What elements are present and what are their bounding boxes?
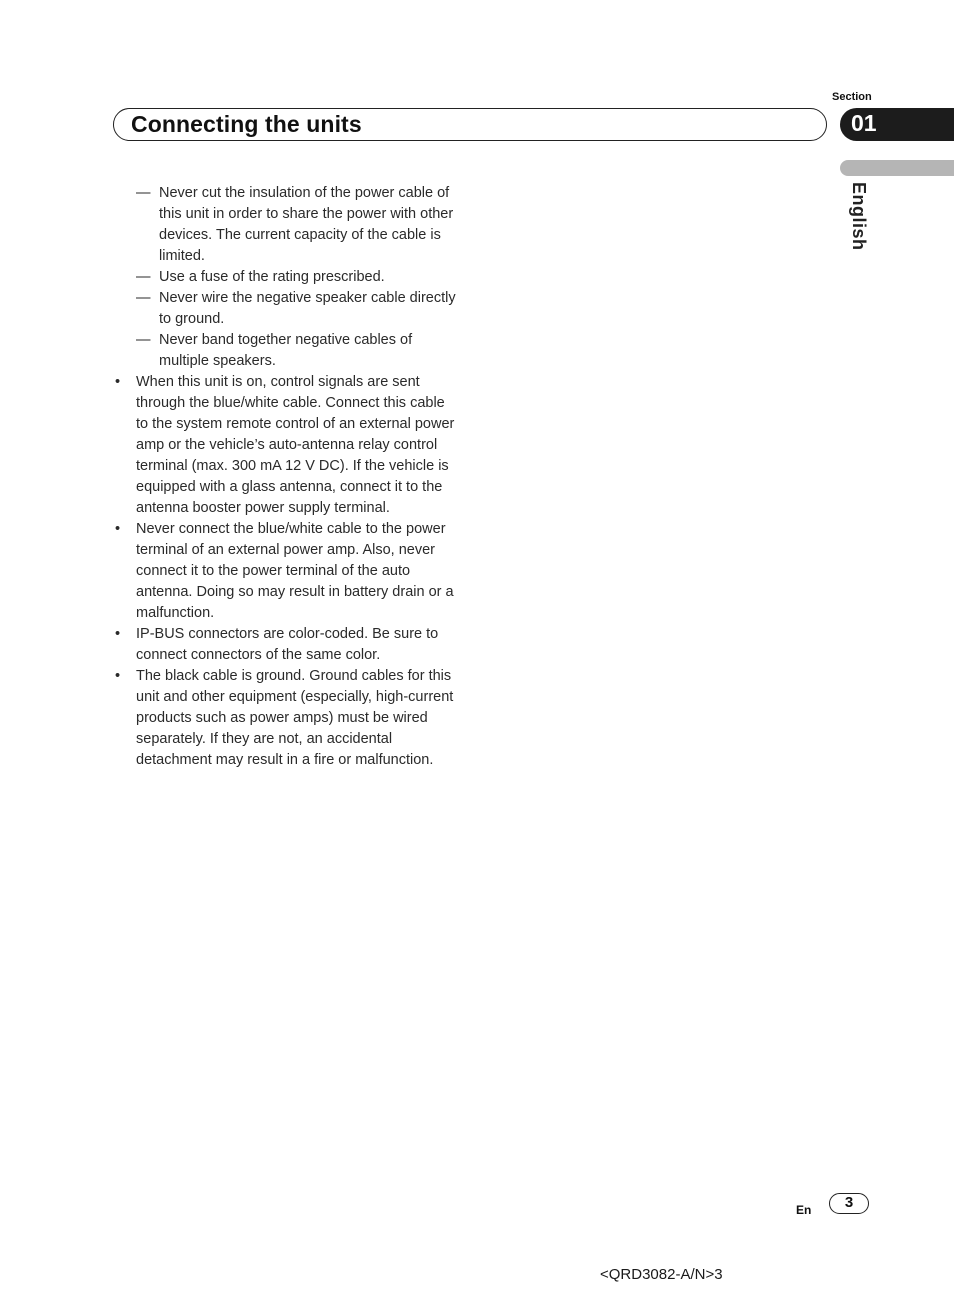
list-item-text: IP-BUS connectors are color-coded. Be sure to connect connectors of the same color. — [136, 626, 439, 663]
section-label: Section — [832, 91, 872, 103]
list-item — [113, 288, 458, 330]
bullet-marker: • — [115, 521, 121, 537]
page-number-badge — [829, 1193, 869, 1214]
list-item — [113, 330, 458, 372]
list-item-text: Never band together negative cables of multiple speakers. — [159, 332, 413, 369]
list-item — [113, 267, 458, 288]
page-title: Connecting the units — [131, 111, 362, 137]
page-number: 3 — [844, 1194, 854, 1211]
list-item — [113, 519, 458, 624]
list-item-text: The black cable is ground. Ground cables for this unit and other equipment (especially, high-current products such as power amps) must be wired separately. If they are not, an accidental detachment may result in a fire or malfunction. — [136, 668, 454, 768]
list-item-text: Never cut the insulation of the power cable of this unit in order to share the power with other devices. The current capacity of the cable is limited. — [159, 185, 454, 264]
list-item-text: Never wire the negative speaker cable directly to ground. — [159, 290, 456, 327]
list-item-text: When this unit is on, control signals are sent through the blue/white cable. Connect this cable to the system remote control of an external power amp or the vehicle’s auto-antenna relay control terminal (max. 300 mA 12 V DC). If the vehicle is equipped with a glass antenna, connect it to the antenna booster power supply terminal. — [136, 374, 455, 516]
dash-marker: — — [136, 332, 151, 348]
list-item-text: Use a fuse of the rating prescribed. — [159, 269, 385, 285]
language-tab-label: English — [849, 182, 869, 251]
bullet-marker: • — [115, 626, 121, 642]
section-number: 01 — [851, 110, 877, 136]
bullet-marker: • — [115, 668, 121, 684]
list-item — [113, 666, 458, 771]
list-item-text: Never connect the blue/white cable to the power terminal of an external power amp. Also, never connect it to the power terminal of the auto antenna. Doing so may result in battery drain or a malfunction. — [136, 521, 454, 621]
document-code: <QRD3082-A/N>3 — [600, 1266, 723, 1283]
language-tab-marker — [840, 160, 954, 176]
warning-sub-list — [113, 183, 458, 372]
title-bar — [113, 108, 827, 141]
list-item — [113, 183, 458, 267]
main-content — [113, 183, 458, 771]
dash-marker: — — [136, 269, 151, 285]
footer-language: En — [796, 1203, 812, 1217]
bullet-list — [113, 372, 458, 771]
bullet-marker: • — [115, 374, 121, 390]
dash-marker: — — [136, 185, 151, 201]
section-tab — [840, 108, 954, 141]
list-item — [113, 372, 458, 519]
dash-marker: — — [136, 290, 151, 306]
list-item — [113, 624, 458, 666]
